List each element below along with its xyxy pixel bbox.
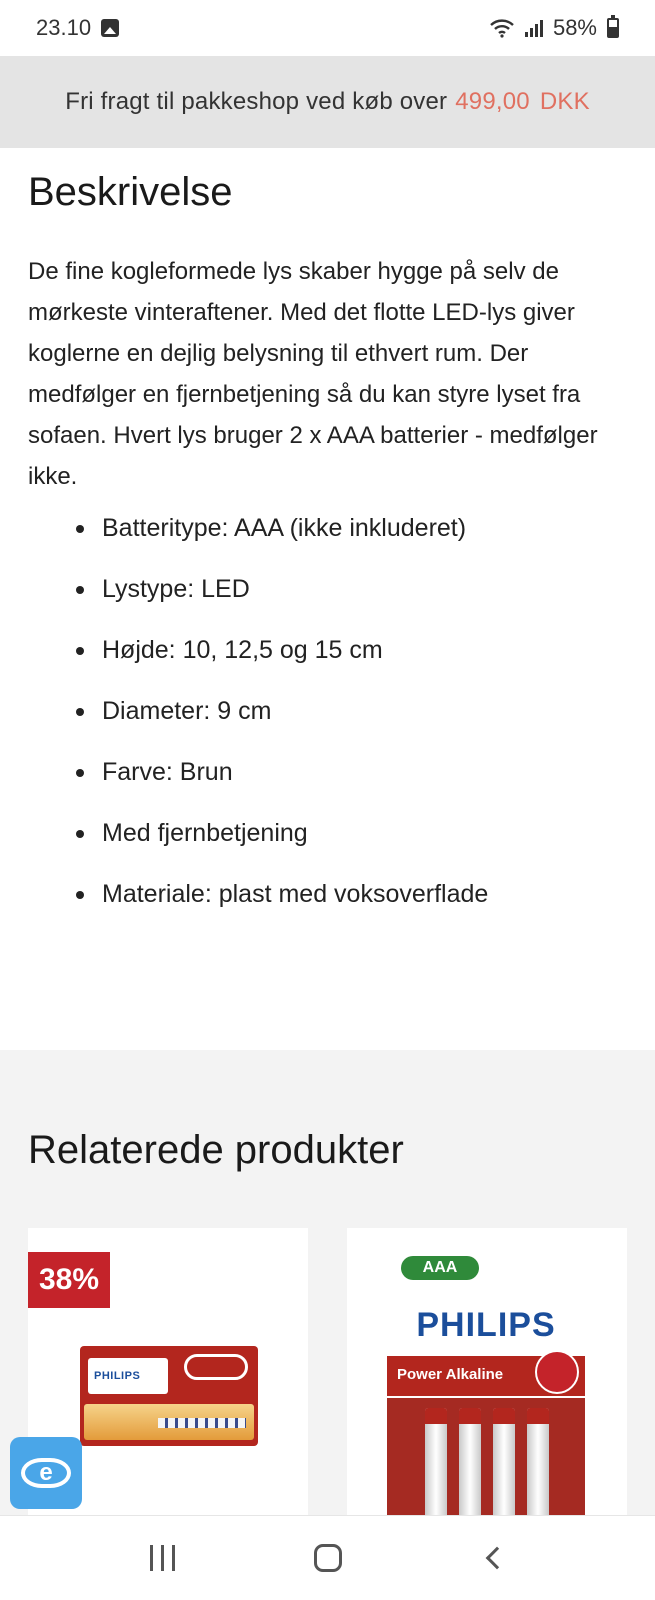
status-right: [489, 15, 619, 41]
banner-price: 499,00: [455, 88, 530, 115]
spec-item: Diameter: 9 cm: [76, 696, 628, 726]
extra-power-seal: [535, 1350, 579, 1394]
status-time: 23.10: [36, 15, 92, 40]
pack-brand: PHILIPS: [94, 1370, 141, 1382]
spec-item: Farve: Brun: [76, 757, 628, 787]
spec-item: Højde: 10, 12,5 og 15 cm: [76, 635, 628, 665]
spec-item: Med fjernbetjening: [76, 818, 628, 848]
pack-hanger-tab: [184, 1354, 248, 1380]
signal-icon: [525, 19, 543, 37]
description-title: Beskrivelse: [28, 170, 233, 214]
aaa-tag: AAA: [401, 1256, 479, 1280]
recent-apps-icon: [150, 1545, 175, 1571]
battery-cell: [459, 1408, 481, 1518]
home-button[interactable]: [298, 1528, 358, 1588]
related-products-section: [0, 1050, 655, 1515]
battery-percent: 58%: [552, 15, 597, 40]
related-title: Relaterede produkter: [28, 1128, 404, 1172]
philips-logo: PHILIPS: [416, 1306, 556, 1344]
back-icon: [485, 1547, 508, 1570]
spec-item: Lystype: LED: [76, 574, 628, 604]
product-card-aaa-4-pack[interactable]: [347, 1228, 627, 1518]
free-shipping-banner: [0, 56, 655, 148]
battery-tray: [387, 1398, 585, 1518]
home-icon: [314, 1544, 342, 1572]
battery-icon: [607, 18, 619, 38]
navigation-bar: [0, 1515, 655, 1600]
spec-item: Batteritype: AAA (ikke inkluderet): [76, 513, 628, 543]
description-section: [28, 148, 628, 940]
product-image-battery-pack[interactable]: [80, 1346, 258, 1446]
spec-list: [28, 513, 628, 909]
banner-currency: DKK: [539, 88, 590, 115]
battery-cell: [527, 1408, 549, 1518]
accessibility-button[interactable]: [10, 1437, 82, 1509]
gallery-icon: [101, 19, 119, 37]
recent-apps-button[interactable]: [133, 1528, 193, 1588]
status-bar: [0, 0, 655, 56]
status-left: [36, 15, 119, 41]
battery-cell: [425, 1408, 447, 1518]
banner-text: Fri fragt til pakkeshop ved køb over: [65, 88, 448, 115]
product-image-philips-power-alkaline[interactable]: [387, 1248, 585, 1518]
description-body: De fine kogleformede lys skaber hygge på selv de mørkeste vinteraftener. Med det flotte LED-lys giver koglerne en dejlig belysning til ethvert rum. Der medfølger en fjernbetjening så du kan styre lyset fra sofaen. Hvert lys bruger 2 x AAA batterier - medfølger ikke.: [28, 258, 598, 490]
discount-badge: 38%: [28, 1252, 110, 1308]
battery-cell: [493, 1408, 515, 1518]
eye-icon: e: [21, 1458, 71, 1488]
pack-cells: [158, 1418, 246, 1428]
spec-item: Materiale: plast med voksoverflade: [76, 879, 628, 909]
product-line: Power Alkaline: [387, 1356, 585, 1396]
back-button[interactable]: [463, 1528, 523, 1588]
wifi-icon: [489, 18, 515, 38]
